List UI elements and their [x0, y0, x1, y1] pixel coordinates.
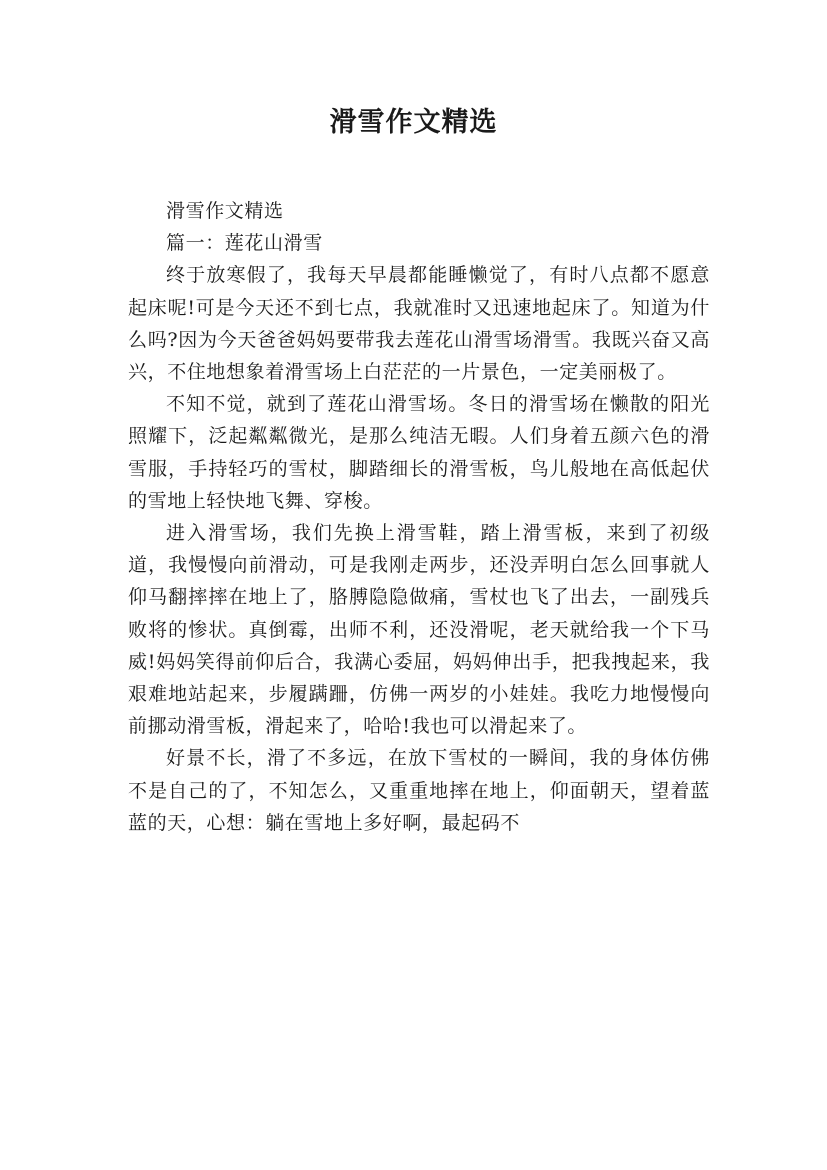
paragraph: 好景不长，滑了不多远，在放下雪杖的一瞬间，我的身体仿佛不是自己的了，不知怎么，又重重地摔在地上，仰面朝天，望着蓝蓝的天，心想：躺在雪地上多好啊，最起码不: [128, 747, 710, 834]
paragraph: 终于放寒假了，我每天早晨都能睡懒觉了，有时八点都不愿意起床呢!可是今天还不到七点，我就准时又迅速地起床了。知道为什么吗?因为今天爸爸妈妈要带我去莲花山滑雪场滑雪。我既兴奋又高兴，不住地想象着滑雪场上白茫茫的一片景色，一定美丽极了。: [128, 264, 710, 384]
paragraph: 不知不觉，就到了莲花山滑雪场。冬日的滑雪场在懒散的阳光照耀下，泛起粼粼微光，是那么纯洁无暇。人们身着五颜六色的滑雪服，手持轻巧的雪杖，脚踏细长的滑雪板，鸟儿般地在高低起伏的雪地上轻快地飞舞、穿梭。: [128, 393, 710, 512]
page-title: 滑雪作文精选: [329, 107, 498, 138]
section-heading: 篇一：莲花山滑雪: [166, 232, 323, 255]
article-body: [128, 195, 710, 839]
paragraph: 进入滑雪场，我们先换上滑雪鞋，踏上滑雪板，来到了初级道，我慢慢向前滑动，可是我刚走两步，还没弄明白怎么回事就人仰马翻摔摔在地上了，胳膊隐隐做痛，雪杖也飞了出去，一副残兵败将的惨状。真倒霉，出师不利，还没滑呢，老天就给我一个下马威!妈妈笑得前仰后合，我满心委屈，妈妈伸出手，把我拽起来，我艰难地站起来，步履蹒跚，仿佛一两岁的小娃娃。我吃力地慢慢向前挪动滑雪板，滑起来了，哈哈!我也可以滑起来了。: [128, 522, 710, 738]
subtitle-line: 滑雪作文精选: [166, 200, 284, 222]
